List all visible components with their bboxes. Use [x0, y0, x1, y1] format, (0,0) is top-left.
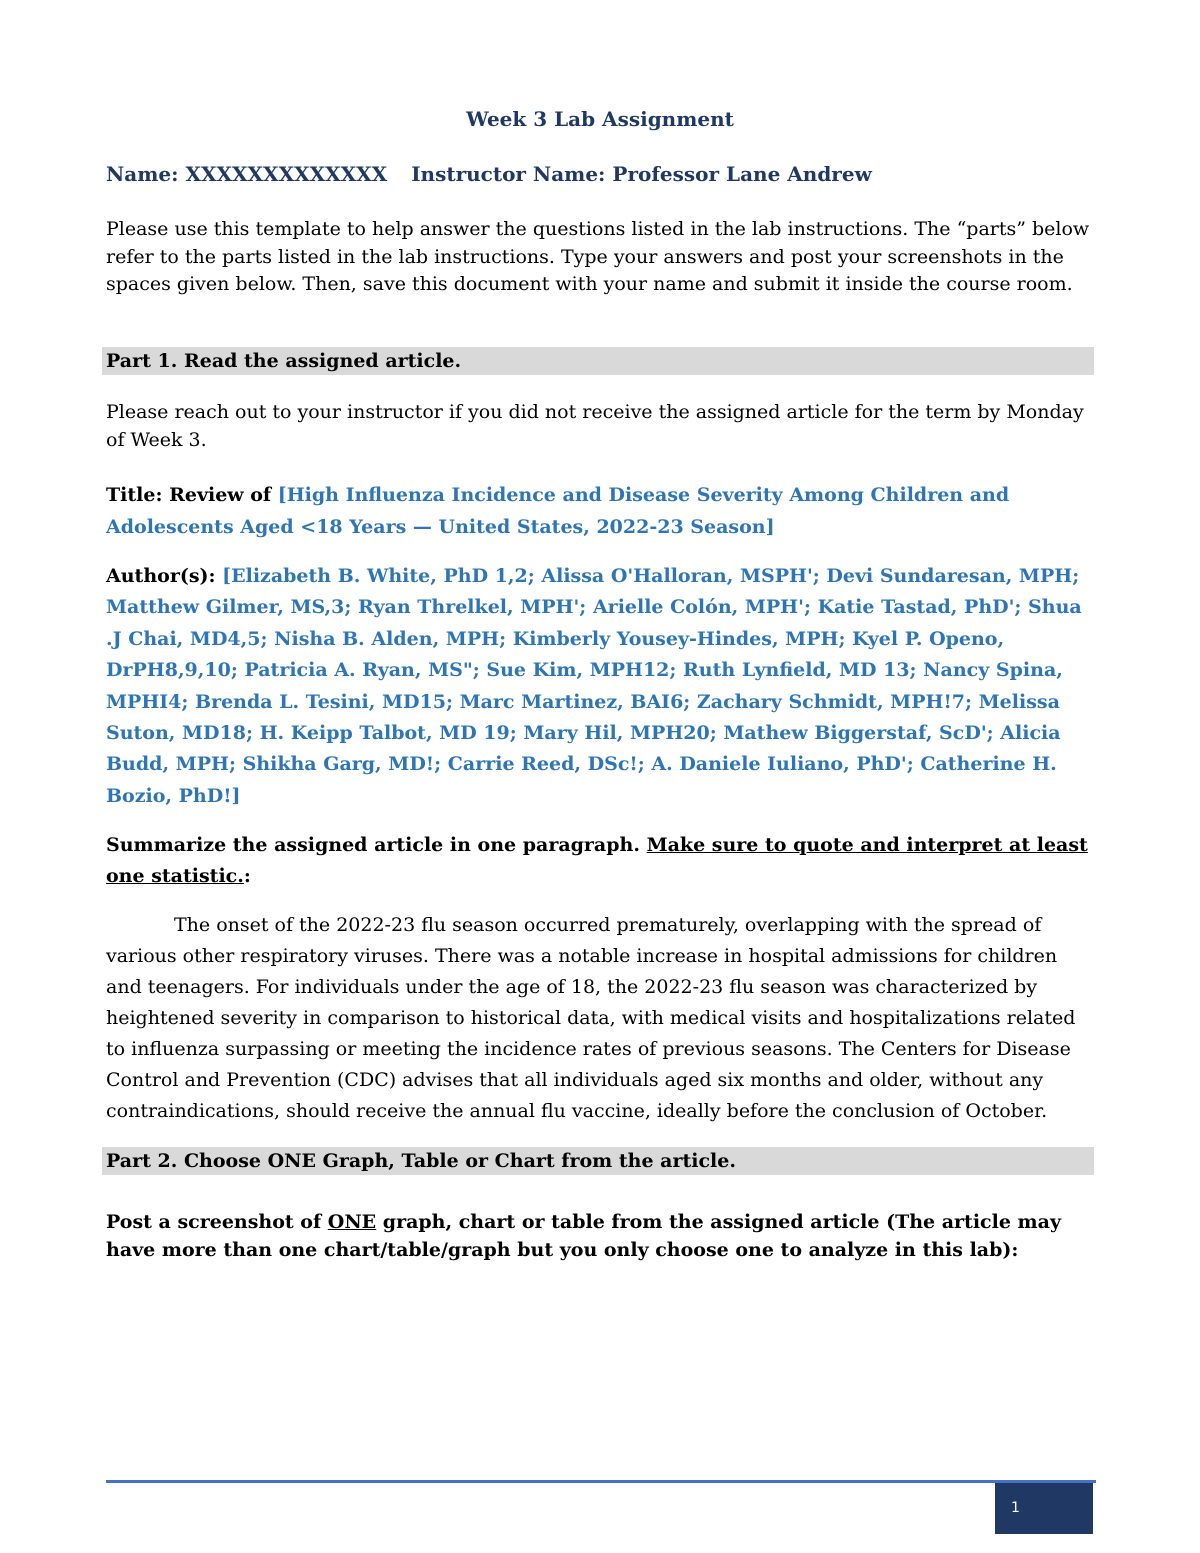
- summary-prompt-text: Summarize the assigned article in one paragraph.: [106, 834, 647, 856]
- instructor-name: Instructor Name: Professor Lane Andrew: [411, 162, 872, 186]
- intro-paragraph: Please use this template to help answer the questions listed in the lab instructions. The “parts” below refer to the parts listed in the lab instructions. Type your answers and post your screenshots in the spaces given below. Then, save this document with your name and submit it inside the course room.: [106, 218, 1090, 295]
- page-number: 1: [995, 1483, 1093, 1534]
- authors-value: [Elizabeth B. White, PhD 1,2; Alissa O'Halloran, MSPH'; Devi Sundaresan, MPH; Matthew Gilmer, MS,3; Ryan Threlkel, MPH'; Arielle Colón, MPH'; Katie Tastad, PhD'; Shua .J Chai, MD4,5; Nisha B. Alden, MPH; Kimberly Yousey-Hindes, MPH; Kyel P. Openo, DrPH8,9,10; Patricia A. Ryan, MS"; Sue Kim, MPH12; Ruth Lynfield, MD 13; Nancy Spina, MPHI4; Brenda L. Tesini, MD15; Marc Martinez, BAI6; Zachary Schmidt, MPH!7; Melissa Suton, MD18; H. Keipp Talbot, MD 19; Mary Hil, MPH20; Mathew Biggerstaf, ScD'; Alicia Budd, MPH; Shikha Garg, MD!; Carrie Reed, DSc!; A. Daniele Iuliano, PhD'; Catherine H. Bozio, PhD!]: [106, 565, 1082, 807]
- part1-instruction: Please reach out to your instructor if you did not receive the assigned article for the term by Monday of Week 3.: [106, 401, 1084, 451]
- article-authors: [106, 561, 1096, 812]
- summary-paragraph: The onset of the 2022-23 flu season occurred prematurely, overlapping with the spread of various other respiratory viruses. There was a notable increase in hospital admissions for children and teenagers. For individuals under the age of 18, the 2022-23 flu season was characterized by heightened severity in comparison to historical data, with medical visits and hospitalizations related to influenza surpassing or meeting the incidence rates of previous seasons. The Centers for Disease Control and Prevention (CDC) advises that all individuals aged six months and older, without any contraindications, should receive the annual flu vaccine, ideally before the conclusion of October.: [106, 914, 1076, 1122]
- summary-prompt: [106, 830, 1096, 892]
- part2-prompt-start: Post a screenshot of: [106, 1211, 328, 1233]
- part2-prompt-end: graph, chart or table from the assigned article (The article may have more than one chart/table/graph but you only choose one to analyze in this lab):: [106, 1211, 1061, 1261]
- student-name: Name: XXXXXXXXXXXXX: [106, 162, 388, 186]
- article-title-label: Title: Review of: [106, 484, 278, 506]
- part2-prompt: [106, 1208, 1096, 1264]
- document-title: Week 3 Lab Assignment: [466, 107, 734, 131]
- authors-label: Author(s):: [106, 565, 223, 587]
- article-title: [106, 480, 1096, 543]
- part1-heading: Part 1. Read the assigned article.: [102, 347, 1094, 375]
- article-title-value: [High Influenza Incidence and Disease Severity Among Children and Adolescents Aged <18 Years — United States, 2022-23 Season]: [106, 484, 1010, 538]
- name-instructor-line: [106, 162, 872, 186]
- summary-prompt-underlined: Make sure to quote and interpret at least one statistic.: [106, 834, 1088, 887]
- part2-heading: Part 2. Choose ONE Graph, Table or Chart from the article.: [102, 1147, 1094, 1175]
- part2-prompt-underlined: ONE: [327, 1211, 377, 1233]
- summary-prompt-tail: :: [243, 865, 251, 887]
- footer-rule: [106, 1480, 1096, 1483]
